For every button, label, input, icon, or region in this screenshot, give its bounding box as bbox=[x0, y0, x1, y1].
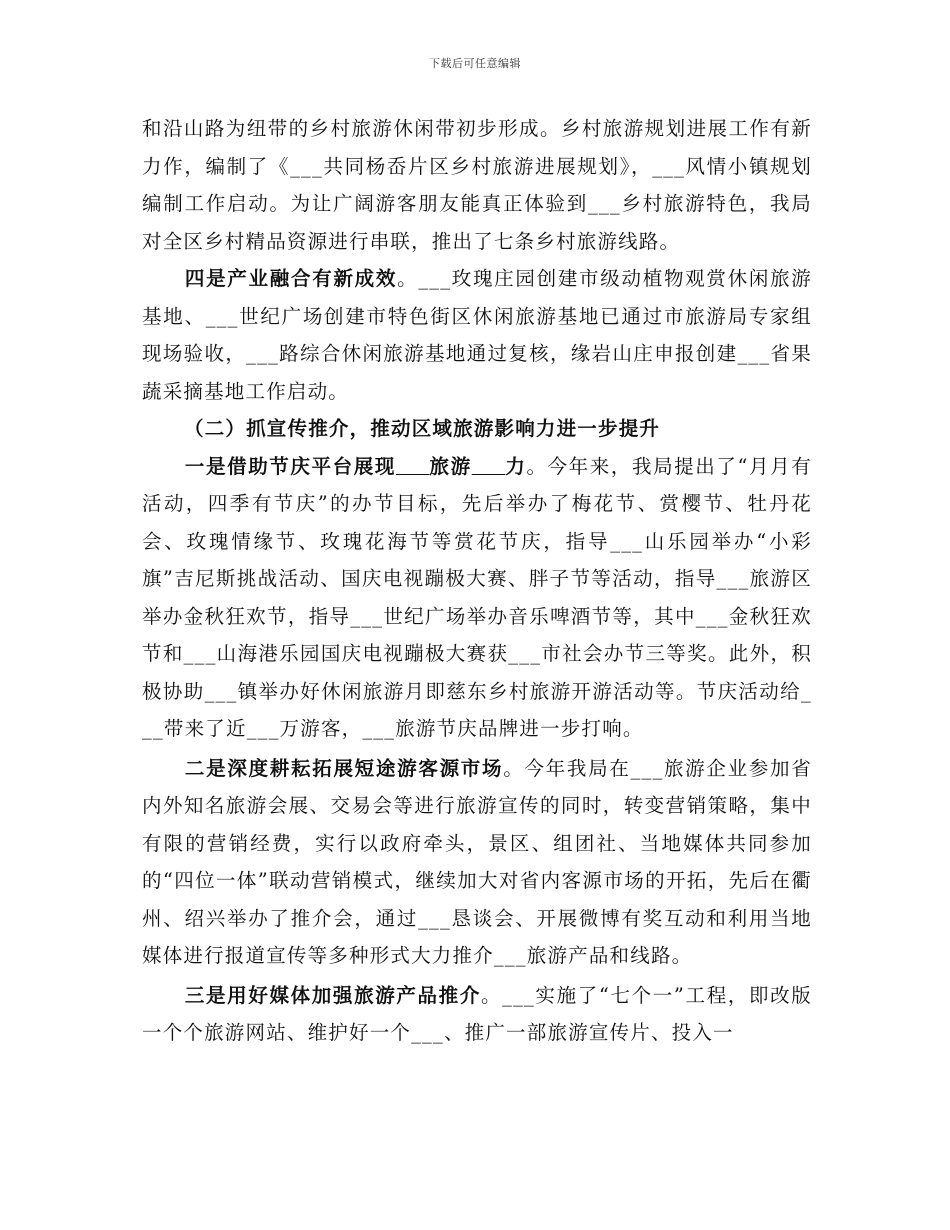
paragraph-4-text: 。今年我局在___旅游企业参加省内外知名旅游会展、交易会等进行旅游宣传的同时，转变营销策略，集中有限的营销经费，实行以政府牵头，景区、组团社、当地媒体共同参加的“四位一体”联动营销模式，继续加大对省内客源市场的开拓，先后在衢州、绍兴举办了推介会，通过___恳谈会、开展微博有奖互动和利用当地媒体进行报道宣传等多种形式大力推介___旅游产品和线路。 bbox=[142, 756, 812, 967]
page-header: 下载后可任意编辑 bbox=[429, 57, 521, 70]
paragraph-2-lead: 四是产业融合有新成效 bbox=[184, 267, 398, 290]
paragraph-2-text: 。___玫瑰庄园创建市级动植物观赏休闲旅游基地、___世纪广场创建市特色街区休闲旅游基地已通过市旅游局专家组现场验收，___路综合休闲旅游基地通过复核，缘岩山庄申报创建___省果蔬采摘基地工作启动。 bbox=[142, 267, 812, 403]
paragraph-3-lead-a: 一是借助节庆平台展现 bbox=[184, 454, 396, 478]
paragraph-3 bbox=[142, 448, 812, 748]
paragraph-3-lead-b: 旅游 bbox=[429, 454, 472, 478]
paragraph-5 bbox=[142, 977, 812, 1052]
section-heading-2: （二）抓宣传推介，推动区域旅游影响力进一步提升 bbox=[184, 417, 661, 440]
paragraph-3-text: 。今年来，我局提出了“月月有活动，四季有节庆”的办节目标，先后举办了梅花节、赏樱节、牡丹花会、玫瑰情缘节、玫瑰花海节等赏花节庆，指导___山乐园举办“小彩旗”吉尼斯挑战活动、国庆电视蹦极大赛、胖子节等活动，指导___旅游区举办金秋狂欢节，指导___世纪广场举办音乐啤酒节等，其中___金秋狂欢节和___山海港乐园国庆电视蹦极大赛获___市社会办节三等奖。此外，积极协助___镇举办好休闲旅游月即慈东乡村旅游开游活动等。节庆活动给___带来了近___万游客，___旅游节庆品牌进一步打响。 bbox=[142, 454, 812, 740]
paragraph-2 bbox=[142, 260, 812, 410]
paragraph-3-blank-2 bbox=[472, 455, 506, 478]
paragraph-3-blank-1 bbox=[396, 455, 430, 478]
document-body bbox=[142, 110, 812, 1052]
paragraph-5-text: 。___实施了“七个一”工程，即改版一个个旅游网站、维护好一个___、推广一部旅游宣传片、投入一 bbox=[142, 983, 812, 1044]
paragraph-4 bbox=[142, 750, 812, 975]
paragraph-3-lead-c: 力 bbox=[505, 454, 527, 478]
paragraph-4-lead: 二是深度耕耘拓展短途游客源市场 bbox=[184, 756, 504, 780]
paragraph-5-lead: 三是用好媒体加强旅游产品推介 bbox=[184, 983, 481, 1007]
paragraph-1: 和沿山路为纽带的乡村旅游休闲带初步形成。乡村旅游规划进展工作有新力作，编制了《___共同杨岙片区乡村旅游进展规划》，___风情小镇规划编制工作启动。为让广阔游客朋友能真正体验到___乡村旅游特色，我局对全区乡村精品资源进行串联，推出了七条乡村旅游线路。 bbox=[142, 117, 812, 253]
